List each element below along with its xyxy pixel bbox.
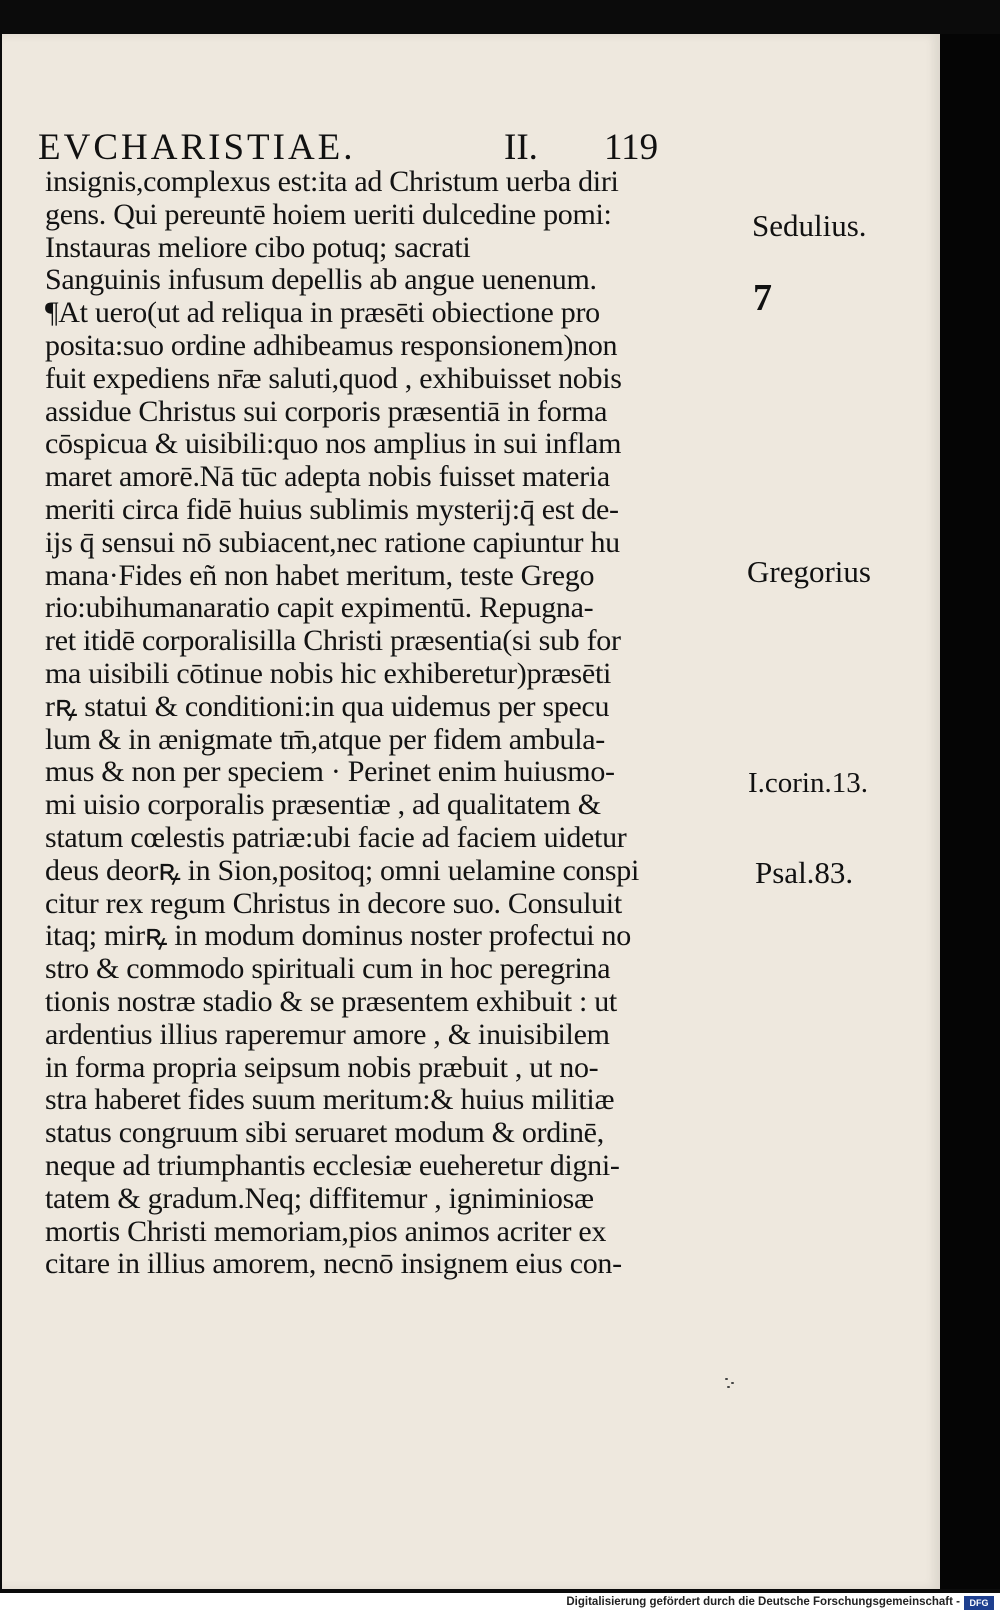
text-line: assidue Christus sui corporis præsentiā in forma [45,395,608,428]
text-line: statum cœlestis patriæ:ubi facie ad faciem uidetur [45,821,627,854]
text-line: status congruum sibi seruaret modum & ordinē, [45,1117,604,1150]
running-head-title: EVCHARISTIAE. [38,127,356,168]
marginal-note-number: 7 [753,277,772,319]
text-line: mi uisio corporalis præsentiæ , ad qualitatem & [45,789,601,822]
text-line: mus & non per speciem · Perinet enim huiusmo- [45,756,615,789]
text-line: tionis nostræ stadio & se præsentem exhibuit : ut [45,985,617,1018]
text-line: itaq; mirꝶ in modum dominus noster profectui no [45,920,631,953]
text-line: neque ad triumphantis ecclesiæ eueheretur digni- [45,1149,620,1182]
text-line: Sanguinis infusum depellis ab angue uenenum. [45,264,597,297]
text-line: insignis,complexus est:ita ad Christum uerba diri [45,166,619,198]
text-line: citur rex regum Christus in decore suo. Consuluit [45,887,622,920]
body-text [45,166,735,1281]
chapter-number: II. [504,127,538,168]
digitization-footer [0,1593,1000,1615]
text-line: maret amorē.Nā tūc adepta nobis fuisset materia [45,461,610,494]
text-line: stro & commodo spirituali cum in hoc peregrina [45,953,611,986]
text-line: ret itidē corporalisilla Christi præsentia(si sub for [45,625,621,658]
footer-credit: Digitalisierung gefördert durch die Deutsche Forschungsgemeinschaft - [566,1596,960,1608]
text-line: posita:suo ordine adhibeamus responsionem)non [45,329,618,362]
page-number: 119 [604,127,659,168]
text-line: ardentius illius raperemur amore , & inuisibilem [45,1018,610,1051]
marginal-note-sedulius: Sedulius. [752,208,867,243]
text-line: deus deorꝶ in Sion,positoq; omni uelamine conspi [45,854,639,887]
scan-border [940,34,1000,1589]
text-line: gens. Qui pereuntē hoiem ueriti dulcedine pomi: [45,198,612,231]
text-line: in forma propria seipsum nobis præbuit , ut no- [45,1051,599,1084]
ink-specks [725,1378,739,1390]
marginal-note-psalm: Psal.83. [755,855,854,890]
text-line: ijs q̄ sensui nō subiacent,nec ratione capiuntur hu [45,526,620,559]
text-line: stra haberet fides suum meritum:& huius militiæ [45,1084,615,1117]
text-line: lum & in ænigmate tm̄,atque per fidem ambula- [45,723,605,756]
text-line: meriti circa fidē huius sublimis mysterij:q̄ est de- [45,493,619,526]
text-line: citare in illius amorem, necnō insignem eius con- [45,1248,622,1281]
dfg-logo-icon: DFG [964,1596,994,1610]
text-line: Instauras meliore cibo potuq; sacrati [45,231,471,264]
text-line: rio:ubihumanaratio capit expimentū. Repugna- [45,592,594,625]
text-line: ma uisibili cōtinue nobis hic exhiberetur)præsēti [45,657,612,690]
text-line: ¶At uero(ut ad reliqua in præsēti obiectione pro [45,297,600,330]
text-line: tatem & gradum.Neq; diffitemur , igniminiosæ [45,1182,594,1215]
text-line: mana·Fides eñ non habet meritum, teste Grego [45,559,595,592]
text-line: mortis Christi memoriam,pios animos acriter ex [45,1215,607,1248]
running-head [38,126,658,170]
marginal-note-corinthians: I.corin.13. [748,767,868,799]
text-line: rꝶ statui & conditioni:in qua uidemus per specu [45,690,610,723]
text-line: fuit expediens nr̄æ saluti,quod , exhibuisset nobis [45,362,622,395]
marginal-note-gregorius: Gregorius [747,554,871,589]
text-line: cōspicua & uisibili:quo nos amplius in sui inflam [45,428,622,461]
